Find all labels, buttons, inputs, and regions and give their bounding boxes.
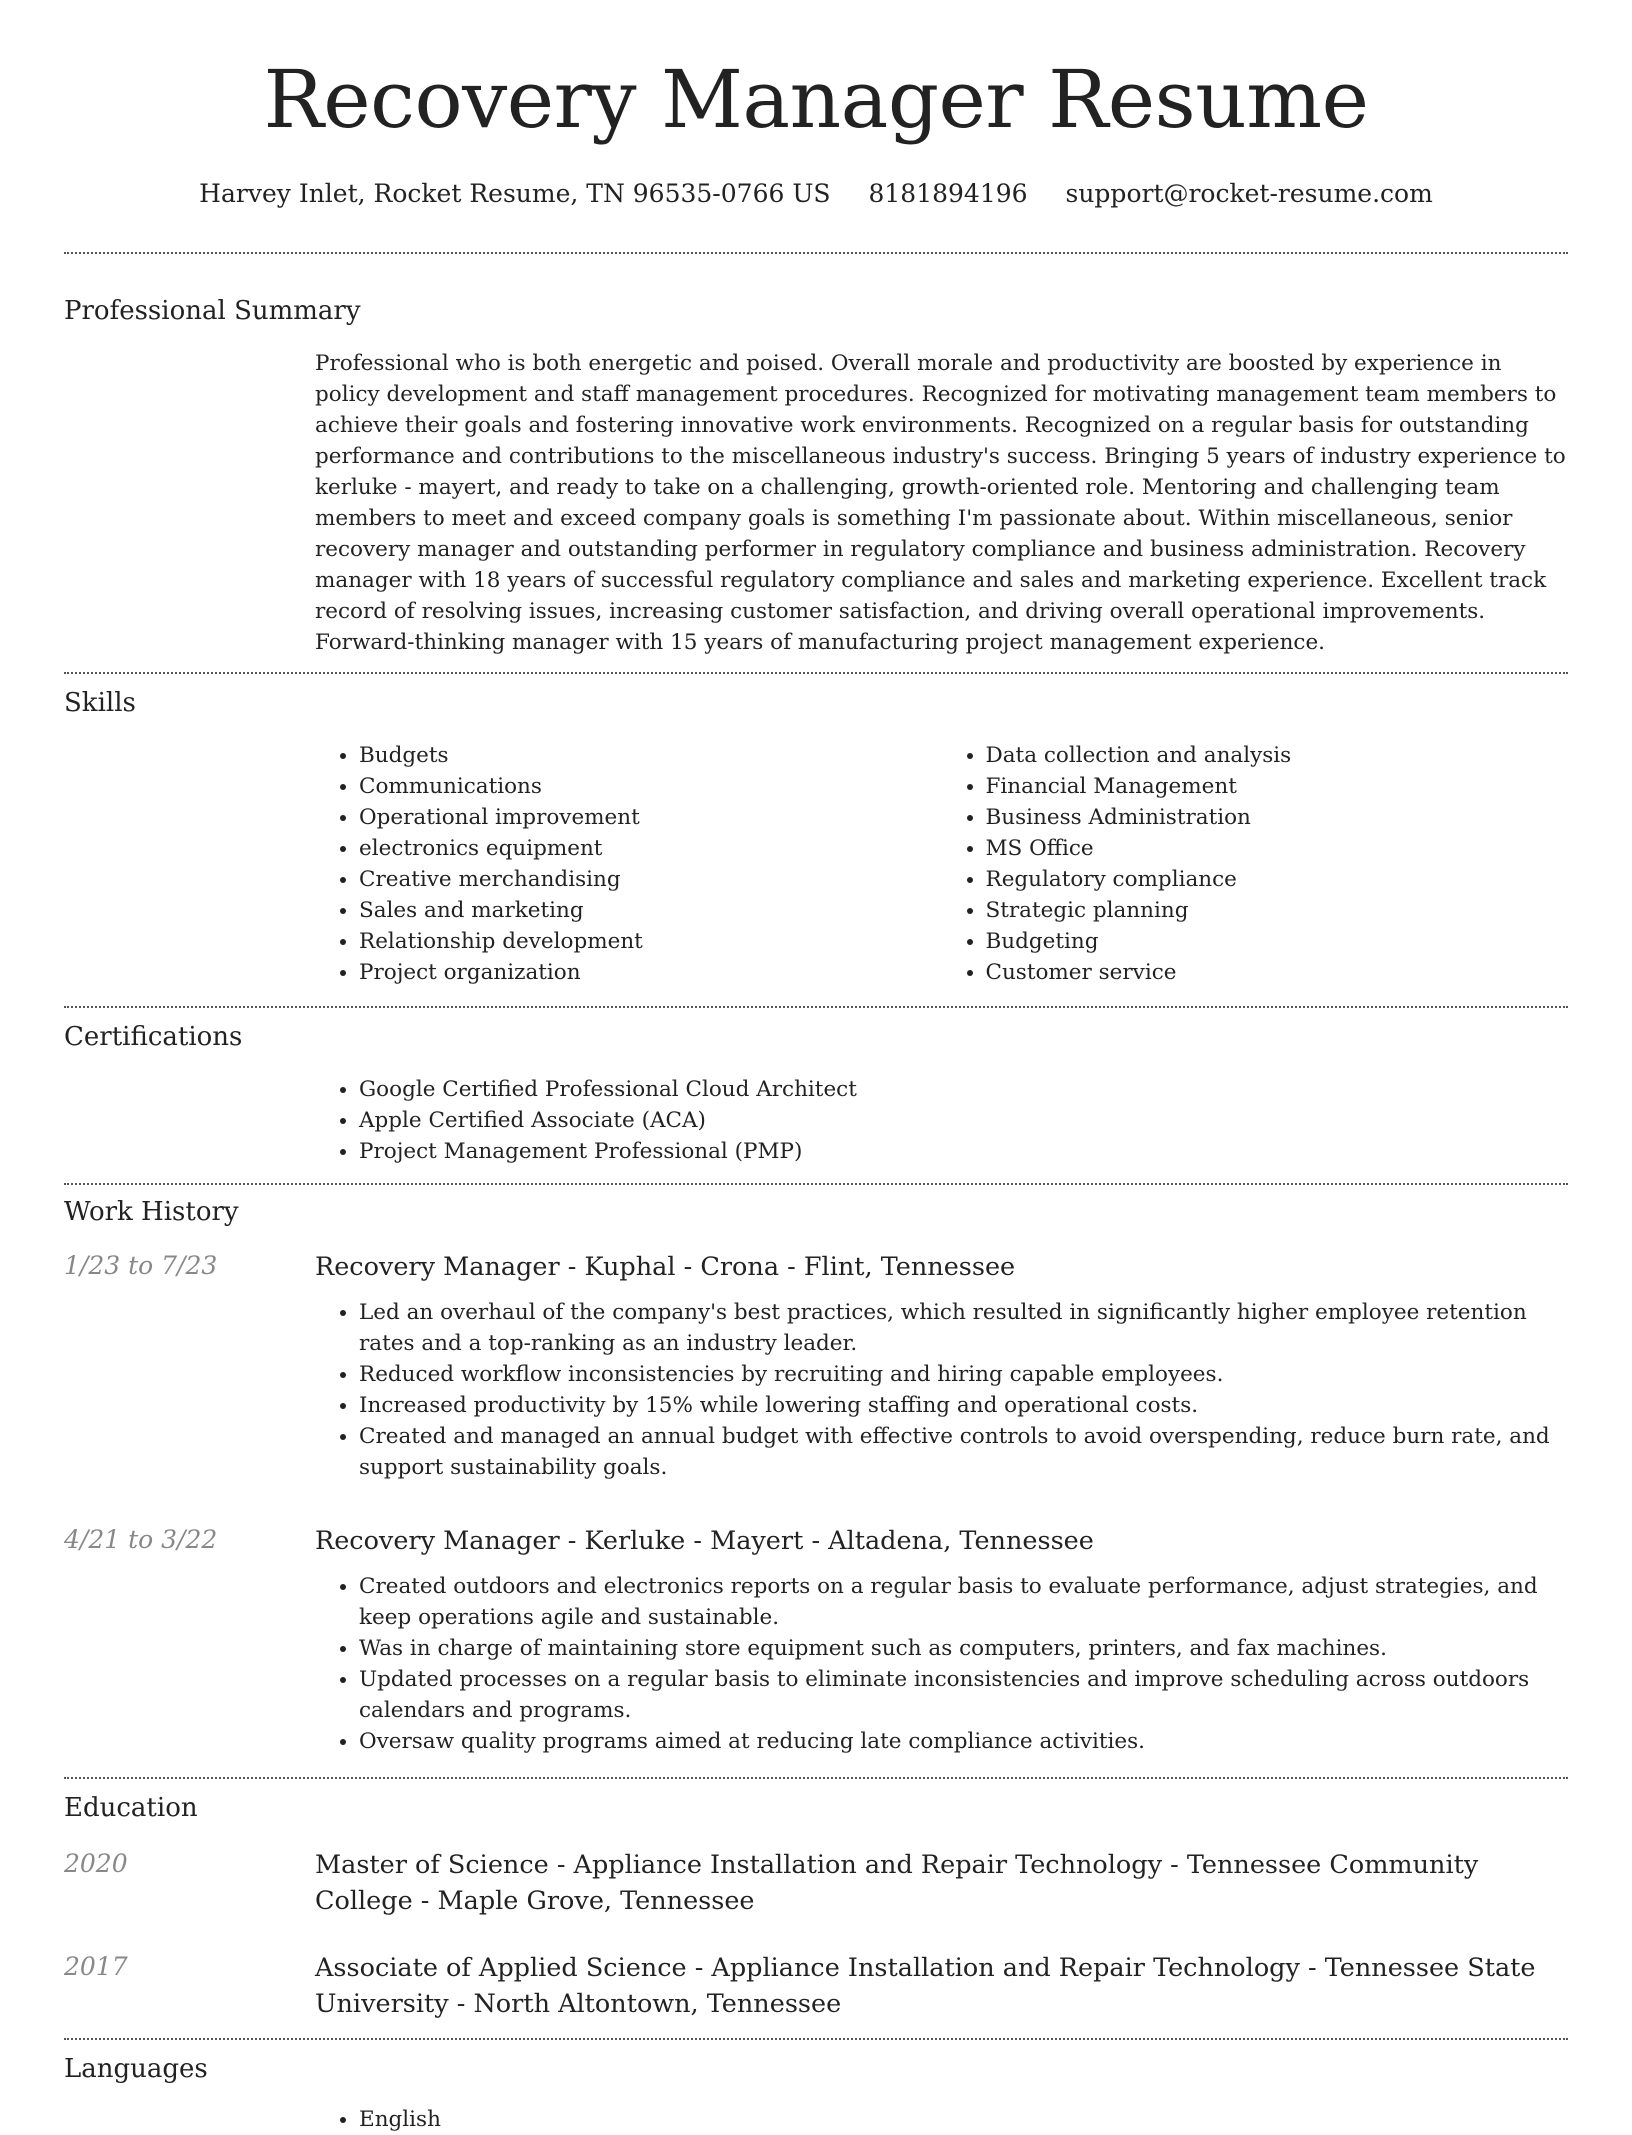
section-title-certifications: Certifications: [64, 1022, 243, 1052]
skill-item: • Customer service: [986, 957, 1569, 988]
section-title-summary: Professional Summary: [64, 296, 361, 326]
skill-item: • Communications: [359, 771, 942, 802]
language-item: • English: [359, 2104, 1568, 2135]
education-entry: [64, 1847, 1568, 1919]
certification-item: • Google Certified Professional Cloud Architect: [359, 1074, 1568, 1105]
skill-item: • Sales and marketing: [359, 895, 942, 926]
skill-item: • Business Administration: [986, 802, 1569, 833]
job-entry: [64, 1249, 1568, 1483]
certification-item: • Apple Certified Associate (ACA): [359, 1105, 1568, 1136]
skill-item: • Budgeting: [986, 926, 1569, 957]
languages-section: [64, 2040, 1568, 2135]
skills-list-left: [315, 740, 942, 988]
skills-section: [64, 674, 1568, 988]
certification-item: • Project Management Professional (PMP): [359, 1136, 1568, 1167]
education-title: [315, 1847, 1545, 1919]
skill-item: • Financial Management: [986, 771, 1569, 802]
job-bullets: [315, 1571, 1569, 1757]
education-section: [64, 1779, 1568, 2022]
contact-phone: 8181894196: [868, 179, 1028, 208]
job-bullet: • Increased productivity by 15% while lowering staffing and operational costs.: [359, 1390, 1569, 1421]
resume-title: Recovery Manager Resume: [263, 53, 1369, 146]
contact-email: support@rocket-resume.com: [1065, 179, 1433, 208]
job-bullet: • Created and managed an annual budget with effective controls to avoid overspending, reduce burn rate, and support sustainability goals.: [359, 1421, 1569, 1483]
skill-item: • MS Office: [986, 833, 1569, 864]
summary-section: [64, 254, 1568, 658]
languages-list: [315, 2104, 1568, 2135]
job-bullet: • Created outdoors and electronics reports on a regular basis to evaluate performance, adjust strategies, and keep operations agile and sustainable.: [359, 1571, 1569, 1633]
job-dates: 4/21 to 3/22: [64, 1525, 218, 1554]
job-bullet: • Oversaw quality programs aimed at reducing late compliance activities.: [359, 1726, 1569, 1757]
education-title: [315, 1950, 1545, 2022]
job-title: Recovery Manager - Kuphal - Crona - Flint, Tennessee: [315, 1252, 1016, 1282]
education-school: - Tennessee State University - North Altontown, Tennessee: [315, 1953, 1536, 2019]
job-title: Recovery Manager - Kerluke - Mayert - Altadena, Tennessee: [315, 1526, 1094, 1556]
education-entry: [64, 1950, 1568, 2022]
section-title-skills: Skills: [64, 688, 136, 718]
skill-item: • electronics equipment: [359, 833, 942, 864]
skill-item: • Relationship development: [359, 926, 942, 957]
job-bullet: • Was in charge of maintaining store equipment such as computers, printers, and fax machines.: [359, 1633, 1569, 1664]
job-entry: [64, 1523, 1568, 1757]
skills-list-right: [942, 740, 1569, 988]
job-bullet: • Updated processes on a regular basis to eliminate inconsistencies and improve scheduling across outdoors calendars and programs.: [359, 1664, 1569, 1726]
job-dates: 1/23 to 7/23: [64, 1251, 218, 1280]
education-school: - Tennessee Community College - Maple Grove, Tennessee: [315, 1850, 1479, 1916]
education-degree: Associate of Applied Science - Appliance Installation and Repair Technology: [315, 1953, 1300, 1983]
education-degree: Master of Science - Appliance Installation and Repair Technology: [315, 1850, 1163, 1880]
education-year: 2017: [64, 1952, 128, 1981]
skill-item: • Budgets: [359, 740, 942, 771]
work-section: [64, 1185, 1568, 1757]
education-year: 2020: [64, 1849, 128, 1878]
section-title-education: Education: [64, 1793, 198, 1823]
skill-item: • Creative merchandising: [359, 864, 942, 895]
job-bullets: [315, 1297, 1569, 1483]
skill-item: • Operational improvement: [359, 802, 942, 833]
job-bullet: • Reduced workflow inconsistencies by recruiting and hiring capable employees.: [359, 1359, 1569, 1390]
summary-text: Professional who is both energetic and poised. Overall morale and productivity are boosted by experience in policy development and staff management procedures. Recognized for motivating management team members to achieve their goals and fostering innovative work environments. Recognized on a regular basis for outstanding performance and contributions to the miscellaneous industry's success. Bringing 5 years of industry experience to kerluke - mayert, and ready to take on a challenging, growth-oriented role. Mentoring and challenging team members to meet and exceed company goals is something I'm passionate about. Within miscellaneous, senior recovery manager and outstanding performer in regulatory compliance and business administration. Recovery manager with 18 years of successful regulatory compliance and sales and marketing experience. Excellent track record of resolving issues, increasing customer satisfaction, and driving overall operational improvements. Forward-thinking manager with 15 years of manufacturing project management experience.: [315, 351, 1566, 655]
contact-line: [64, 178, 1568, 210]
skill-item: • Data collection and analysis: [986, 740, 1569, 771]
skill-item: • Regulatory compliance: [986, 864, 1569, 895]
job-bullet: • Led an overhaul of the company's best practices, which resulted in significantly higher employee retention rates and a top-ranking as an industry leader.: [359, 1297, 1569, 1359]
skill-item: • Project organization: [359, 957, 942, 988]
contact-address: Harvey Inlet, Rocket Resume, TN 96535-0766 US: [199, 179, 831, 208]
section-title-work: Work History: [64, 1197, 239, 1227]
skill-item: • Strategic planning: [986, 895, 1569, 926]
resume-page: [64, 0, 1568, 2135]
section-title-languages: Languages: [64, 2054, 208, 2084]
certifications-list: [315, 1074, 1568, 1167]
certifications-section: [64, 1008, 1568, 1167]
